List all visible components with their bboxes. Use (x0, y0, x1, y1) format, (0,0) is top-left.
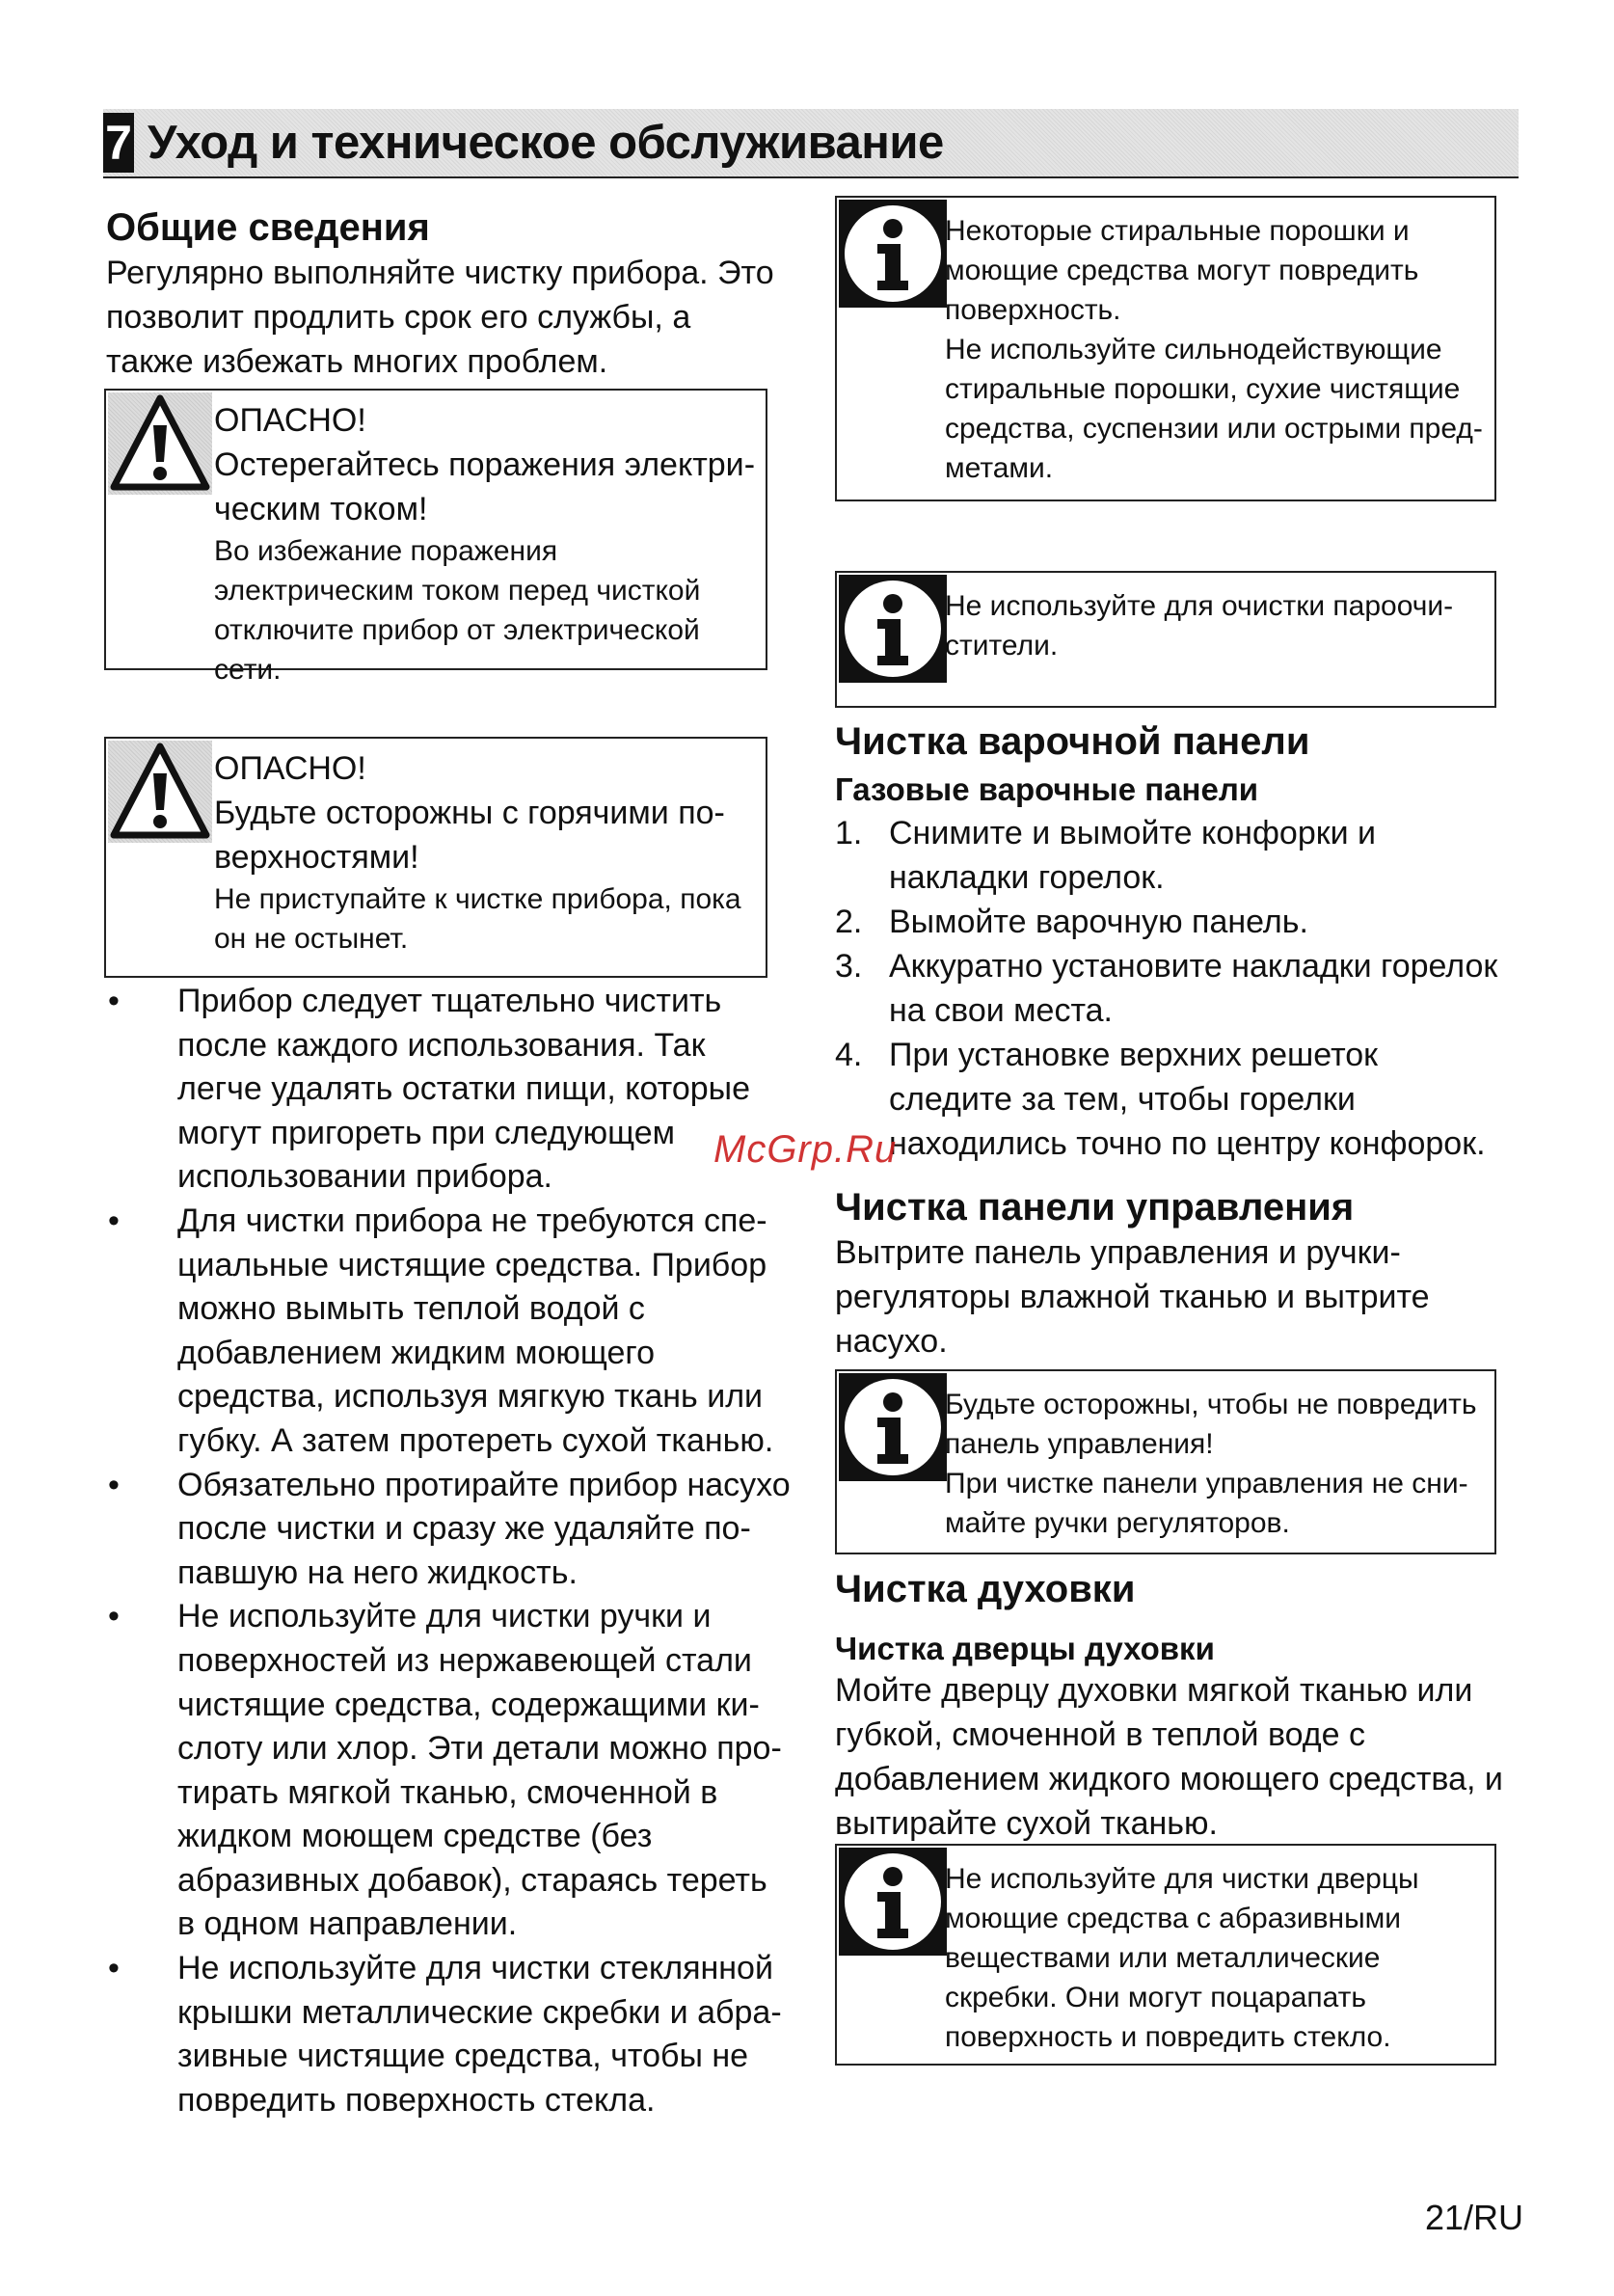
control-text: Вытрите панель управления и ручки-регуляторы влажной тканью и вытрите насухо. (835, 1234, 1430, 1360)
info-box-steam-cleaner (835, 571, 1496, 708)
warning-label: ОПАСНО! (214, 402, 366, 439)
info-box-oven-door (835, 1844, 1496, 2066)
watermark: McGrp.Ru (713, 1128, 898, 1171)
cleaning-bullets (104, 980, 791, 2122)
control-panel-section (835, 1184, 1510, 1364)
list-item (104, 1595, 791, 1947)
bullet-text: Прибор следует тщательно чистить после каждого использования. Так легче удалять остатки пищи, которые могут пригореть при следующем использовании прибора. (177, 983, 751, 1196)
info-icon (839, 200, 947, 308)
bullet-text: Для чистки прибора не требуются специальные чистящие средства. Прибор можно вымыть теплой водой с добавлением жидким моющего средства, используя мягкую ткань или губку. А затем протереть сухой тканью. (177, 1202, 774, 1459)
bullet-symbol: • (108, 1466, 120, 1503)
warning-box-hot-surface (104, 737, 767, 978)
left-column (106, 204, 781, 384)
step-number: 2. (835, 904, 863, 940)
warning-box-electric (104, 389, 767, 686)
step-item (835, 1033, 1510, 1166)
hob-section (835, 718, 1510, 1166)
info-box-control-panel (835, 1369, 1496, 1554)
warning-detail: Во избежание поражения электрическим током перед чисткой отключите прибор от электрической сети. (214, 535, 701, 686)
bullet-text: Не используйте для чистки стеклянной крышки металлические скребки и абразивные чистящие средства, чтобы не повредить поверхность стекла. (177, 1950, 782, 2119)
info-text: При чистке панели управления не снимайте ручки регуляторов. (945, 1468, 1468, 1539)
step-number: 4. (835, 1037, 863, 1073)
list-item (104, 980, 791, 1200)
bullet-symbol: • (108, 1950, 120, 1987)
bullet-text: Обязательно протирайте прибор насухо после чистки и сразу же удаляйте попавшую на него жидкость. (177, 1466, 791, 1591)
warning-detail: Не приступайте к чистке прибора, пока он не остынет. (214, 883, 741, 955)
oven-section (835, 1566, 1510, 1846)
step-text: Аккуратно установите накладки горелок на свои места. (889, 948, 1498, 1029)
step-text: При установке верхних решеток следите за тем, чтобы горелки находились точно по центру конфорок. (889, 1037, 1486, 1162)
control-heading: Чистка панели управления (835, 1186, 1355, 1229)
warning-label: ОПАСНО! (214, 750, 366, 787)
chapter-title: Уход и техническое обслуживание (148, 117, 944, 169)
door-subheading: Чистка дверцы духовки (835, 1631, 1215, 1666)
chapter-number: 7 (103, 113, 134, 173)
bullet-symbol: • (108, 983, 120, 1019)
info-text: Некоторые стиральные порошки и моющие средства могут повредить поверхность. (945, 215, 1419, 326)
bullet-symbol: • (108, 1598, 120, 1635)
step-item (835, 811, 1510, 900)
warning-headline: Остерегайтесь поражения электрическим током! (214, 446, 756, 527)
gas-subheading: Газовые варочные панели (835, 771, 1259, 807)
step-item (835, 900, 1510, 944)
chapter-header (103, 109, 1519, 178)
info-icon (839, 575, 947, 683)
general-text: Регулярно выполняйте чистку прибора. Это позволит продлить срок его службы, а также избежать многих проблем. (106, 255, 774, 380)
bullet-text: Не используйте для чистки ручки и поверхностей из нержавеющей стали чистящие средства, содержащими кислоту или хлор. Эти детали можно протирать мягкой тканью, смоченной в жидком моющем средстве (без абразивных добавок), стараясь тереть в одном направлении. (177, 1598, 782, 1943)
step-text: Вымойте варочную панель. (889, 904, 1308, 940)
info-text: Не используйте сильнодействующие стиральные порошки, сухие чистящие средства, суспензии или острыми предметами. (945, 334, 1483, 484)
hob-heading: Чистка варочной панели (835, 720, 1310, 763)
info-box-detergents (835, 196, 1496, 501)
info-text: Не используйте для очистки пароочистители. (945, 590, 1454, 662)
step-item (835, 944, 1510, 1033)
step-number: 3. (835, 948, 863, 985)
info-text: Будьте осторожны, чтобы не повредить панель управления! (945, 1389, 1477, 1460)
general-heading: Общие сведения (106, 206, 430, 249)
bullet-symbol: • (108, 1202, 120, 1239)
info-text: Не используйте для чистки дверцы моющие средства с абразивными веществами или металлические скребки. Они могут поцарапать поверхность и повредить стекло. (945, 1863, 1419, 2053)
step-number: 1. (835, 815, 863, 851)
warning-headline: Будьте осторожны с горячими поверхностями! (214, 795, 725, 876)
list-item (104, 1200, 791, 1464)
list-item (104, 1947, 791, 2122)
info-icon (839, 1373, 947, 1481)
step-text: Снимите и вымойте конфорки и накладки горелок. (889, 815, 1377, 896)
info-icon (839, 1848, 947, 1956)
warning-icon (108, 392, 212, 495)
warning-icon (108, 741, 212, 843)
page-number: 21/RU (1425, 2198, 1524, 2237)
list-item (104, 1464, 791, 1596)
door-text: Мойте дверцу духовки мягкой тканью или губкой, смоченной в теплой воде с добавлением жидкого моющего средства, и вытирайте сухой тканью. (835, 1672, 1503, 1842)
oven-heading: Чистка духовки (835, 1568, 1136, 1610)
